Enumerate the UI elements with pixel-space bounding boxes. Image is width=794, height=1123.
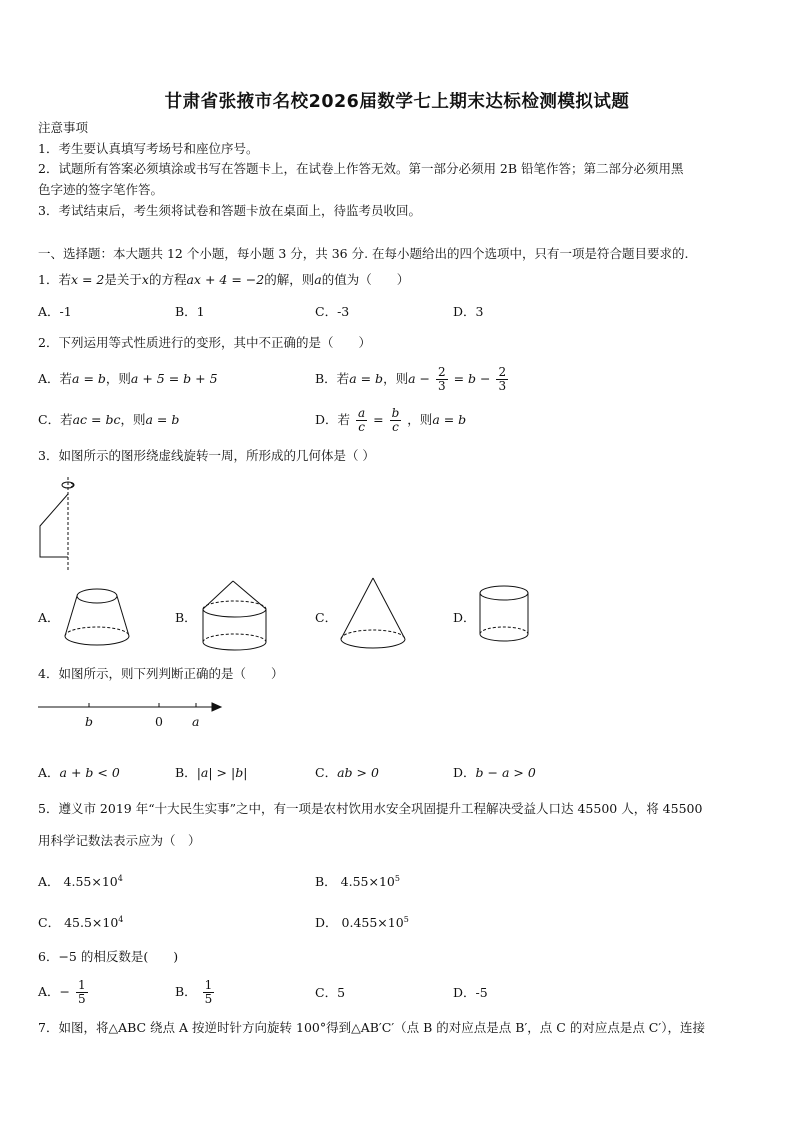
q6-option-b[interactable]: B． $\frac{1}{5}$ [175, 978, 213, 1006]
rotation-figure [30, 472, 90, 577]
q5-option-c[interactable]: C． $45.5\times 10^4$ [38, 915, 124, 931]
question-4-stem: 4．如图所示，则下列判断正确的是（ ） [38, 666, 284, 681]
q5-option-d[interactable]: D． $0.455\times 10^5$ [315, 915, 409, 931]
q3-option-a[interactable]: A． [38, 610, 60, 625]
fraction: $\frac{2}{3}$ [498, 365, 507, 393]
q3-option-b[interactable]: B． [175, 610, 197, 625]
q3-option-d[interactable]: D． [453, 610, 476, 625]
fraction: $\frac{1}{5}$ [78, 978, 86, 1006]
q3-option-c[interactable]: C． [315, 610, 338, 625]
axis-label-b: b [85, 714, 94, 729]
cylinder-shape[interactable] [475, 582, 535, 652]
q4-option-d[interactable]: D．b − a > 0 [453, 765, 536, 780]
q4-option-c[interactable]: C．ab > 0 [315, 765, 379, 780]
question-7-stem: 7．如图，将△ABC 绕点 A 按逆时针方向旋转 100°得到△AB′C′（点 B 的对应点是点 B′，点 C 的对应点是点 C′），连接 [38, 1020, 705, 1035]
cone-on-cylinder-shape[interactable] [198, 578, 273, 658]
q1-option-b[interactable]: B．1 [175, 304, 205, 319]
question-3-stem: 3．如图所示的图形绕虚线旋转一周，所形成的几何体是（ ） [38, 448, 375, 463]
notice-heading: 注意事项 [38, 120, 89, 135]
notice-item: 1．考生要认真填写考场号和座位序号。 [38, 141, 259, 156]
q5-option-a[interactable]: A． $4.55\times 10^4$ [38, 874, 123, 890]
q1-option-a[interactable]: A．-1 [38, 304, 72, 319]
q2-option-a[interactable]: A．若a = b，则a + 5 = b + 5 [38, 371, 218, 386]
fraction: $\frac{a}{c}$ [358, 406, 366, 434]
q2-option-c[interactable]: C．若ac = bc，则a = b [38, 412, 180, 427]
question-1-stem: 1．若x = 2是关于x的方程ax + 4 = −2的解，则a的值为（ ） [38, 272, 410, 287]
cone-shape[interactable] [336, 574, 411, 659]
notice-item: 3．考试结束后，考生须将试卷和答题卡放在桌面上，待监考员收回。 [38, 203, 421, 218]
q4-option-b[interactable]: B．|a| > |b| [175, 765, 248, 780]
notice-item: 色字迹的签字笔作答。 [38, 182, 164, 197]
q6-option-d[interactable]: D．-5 [453, 985, 488, 1000]
q1-option-c[interactable]: C．-3 [315, 304, 350, 319]
section-heading: 一、选择题：本大题共 12 个小题，每小题 3 分，共 36 分. 在每小题给出的四个选项中，只有一项是符合题目要求的. [38, 246, 689, 261]
question-6-stem: 6．−5 的相反数是( ) [38, 949, 179, 964]
question-2-stem: 2．下列运用等式性质进行的变形，其中不正确的是（ ） [38, 335, 371, 350]
fraction: $\frac{b}{c}$ [391, 406, 400, 434]
question-5-stem-cont: 用科学记数法表示应为（ ） [38, 833, 201, 848]
q4-option-a[interactable]: A．a + b < 0 [38, 765, 120, 780]
frustum-shape[interactable] [60, 584, 135, 654]
q6-option-a[interactable]: A．− $\frac{1}{5}$ [38, 978, 86, 1006]
q2-option-b[interactable]: B．若a = b，则a − $\frac{2}{3}$ = b − $\frac{2}{3}$ [315, 365, 507, 393]
q1-option-d[interactable]: D．3 [453, 304, 484, 319]
fraction: $\frac{1}{5}$ [204, 978, 213, 1006]
notice-item: 2．试题所有答案必须填涂或书写在答题卡上，在试卷上作答无效。第一部分必须用 2B 铅笔作答；第二部分必须用黑 [38, 161, 684, 176]
axis-label-zero: 0 [155, 714, 163, 729]
page-title: 甘肃省张掖市名校2026届数学七上期末达标检测模拟试题 [164, 92, 630, 112]
axis-label-a: a [192, 714, 200, 729]
q2-option-d[interactable]: D．若 $\frac{a}{c}$ = $\frac{b}{c}$ ，则a = b [315, 406, 467, 434]
question-5-stem: 5．遵义市 2019 年“十大民生实事”之中，有一项是农村饮用水安全巩固提升工程解决受益人口达 45500 人，将 45500 [38, 801, 703, 816]
fraction: $\frac{2}{3}$ [437, 365, 446, 393]
q5-option-b[interactable]: B． $4.55\times 10^5$ [315, 874, 400, 890]
q6-option-c[interactable]: C．5 [315, 985, 346, 1000]
